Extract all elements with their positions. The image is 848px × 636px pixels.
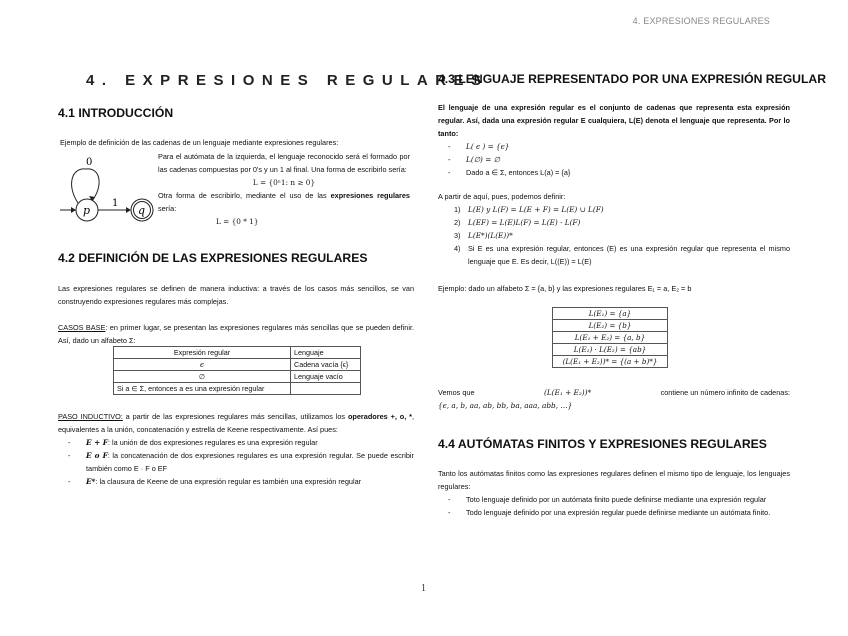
list-item: - Dado a ∈ Σ, entonces L(a) = {a} <box>438 166 790 179</box>
automata-paragraph: Tanto los autómatas finitos como las expresiones regulares definen el mismo tipo de lenguaje, los lenguajes regulares: <box>438 469 790 491</box>
definitions-list <box>438 203 790 268</box>
table-header-lenguaje: Lenguaje <box>291 347 361 359</box>
table-row: L(E₁) = {a} <box>553 308 668 320</box>
vemos-paragraph: Vemos que (L(E₁ + E₂))* contiene un número infinito de cadenas: {ϵ, a, b, aa, ab, bb, ba, aaa, abb, …} <box>438 388 790 410</box>
table-row: L(E₁) · L(E₂) = {ab} <box>553 344 668 356</box>
list-item: - L(∅) = ∅ <box>438 153 790 166</box>
table-row: (L(E₁ + E₂))* = {(a + b)*} <box>553 356 668 368</box>
list-item: 2) L(EF) = L(E)L(F) = L(E) · L(F) <box>454 218 581 227</box>
table-row: Si a ∈ Σ, entonces a es una expresión regular <box>114 383 361 395</box>
svg-text:q: q <box>138 204 146 217</box>
table-row: ∅ Lenguaje vacío <box>114 371 361 383</box>
chapter-title: 4. EXPRESIONES REGULARES <box>86 72 489 89</box>
svg-text:p: p <box>83 204 91 217</box>
example-text: Ejemplo: dado un alfabeto Σ = {a, b} y las expresiones regulares E₁ = a, E₂ = b <box>438 284 692 293</box>
definition-paragraph: Las expresiones regulares se definen de manera inductiva: a través de los casos más sencillos, se van construyendo expresiones regulares más complejas. <box>58 284 414 306</box>
table-row: L(E₁ + E₂) = {a, b} <box>553 332 668 344</box>
list-item: 4) Si E es una expresión regular, entonces (E) es una expresión regular que representa el mismo lenguaje que E. Es decir, L((E)) = L(E) <box>454 244 790 266</box>
paso-inductivo-paragraph: PASO INDUCTIVO: a partir de las expresiones regulares más sencillas, utilizamos los operadores +, o, *, equivalentes a la unión, concatenación y estrella de Keene respectivamente. Así pues: <box>58 412 414 434</box>
section-4-1-heading: 4.1 INTRODUCCIÓN <box>58 106 174 120</box>
table-row: ϵ Cadena vacía {ϵ} <box>114 359 361 371</box>
formula-2: L = {0 * 1} <box>216 217 259 226</box>
list-item: - E + F: la unión de dos expresiones regulares es una expresión regular <box>58 436 414 449</box>
example-table <box>552 307 668 368</box>
list-item: - Toto lenguaje definido por un autómata finito puede definirse mediante una expresión regular <box>438 493 790 506</box>
list-item: - Todo lenguaje definido por una expresión regular puede definirse mediante un autómata finito. <box>438 506 790 519</box>
intro-text: Ejemplo de definición de las cadenas de un lenguaje mediante expresiones regulares: <box>60 138 339 147</box>
list-item: - E*: la clausura de Keene de una expresión regular es también una expresión regular <box>58 475 414 488</box>
list-item: 3) L(E*)(L(E))* <box>454 231 513 240</box>
page-number: 1 <box>421 583 426 594</box>
list-item: - L( ϵ ) = {ϵ} <box>438 140 790 153</box>
edge-label: 1 <box>112 198 119 209</box>
section-4-3-heading: 4.3 LENGUAJE REPRESENTADO POR UNA EXPRESIÓN REGULAR <box>438 72 827 86</box>
a-partir-text: A partir de aquí, pues, podemos definir: <box>438 192 566 201</box>
language-definition-paragraph: El lenguaje de una expresión regular es el conjunto de cadenas que representa esta expresión regular. Así, dada una expresión regular E cualquiera, L(E) denota el lenguaje que representa. Por lo tanto: <box>438 103 790 138</box>
base-cases-table <box>113 346 361 395</box>
loop-label: 0 <box>86 157 93 168</box>
equivalence-list <box>438 493 790 519</box>
table-header-expresion: Expresión regular <box>114 347 291 359</box>
list-item: - E o F: la concatenación de dos expresiones regulares es una expresión regular. Se puede escribir también como E · F o EF <box>58 449 414 475</box>
table-row: L(E₂) = {b} <box>553 320 668 332</box>
base-language-list <box>438 140 790 179</box>
automaton-description: Para el autómata de la izquierda, el lenguaje reconocido será el formado por las cadenas compuestas por 0's y un 1 al final. Una forma de escribirlo sería: L = {0ⁿ1: n ≥ 0} Otra forma de escribirlo, mediante el uso de las expresiones regulares sería: L = {0 * 1} <box>158 152 410 226</box>
automaton-diagram <box>58 155 156 235</box>
running-header: 4. EXPRESIONES REGULARES <box>632 16 770 26</box>
operators-list <box>58 436 414 488</box>
formula-1: L = {0ⁿ1: n ≥ 0} <box>252 178 316 187</box>
section-4-2-heading: 4.2 DEFINICIÓN DE LAS EXPRESIONES REGULARES <box>58 251 368 265</box>
list-item: 1) L(E) y L(F) = L(E + F) = L(E) ∪ L(F) <box>454 205 604 214</box>
section-4-4-heading: 4.4 AUTÓMATAS FINITOS Y EXPRESIONES REGULARES <box>438 437 767 451</box>
casos-base-paragraph: CASOS BASE: en primer lugar, se presentan las expresiones regulares más sencillas que se pueden definir. Así, dado un alfabeto Σ: <box>58 323 414 345</box>
